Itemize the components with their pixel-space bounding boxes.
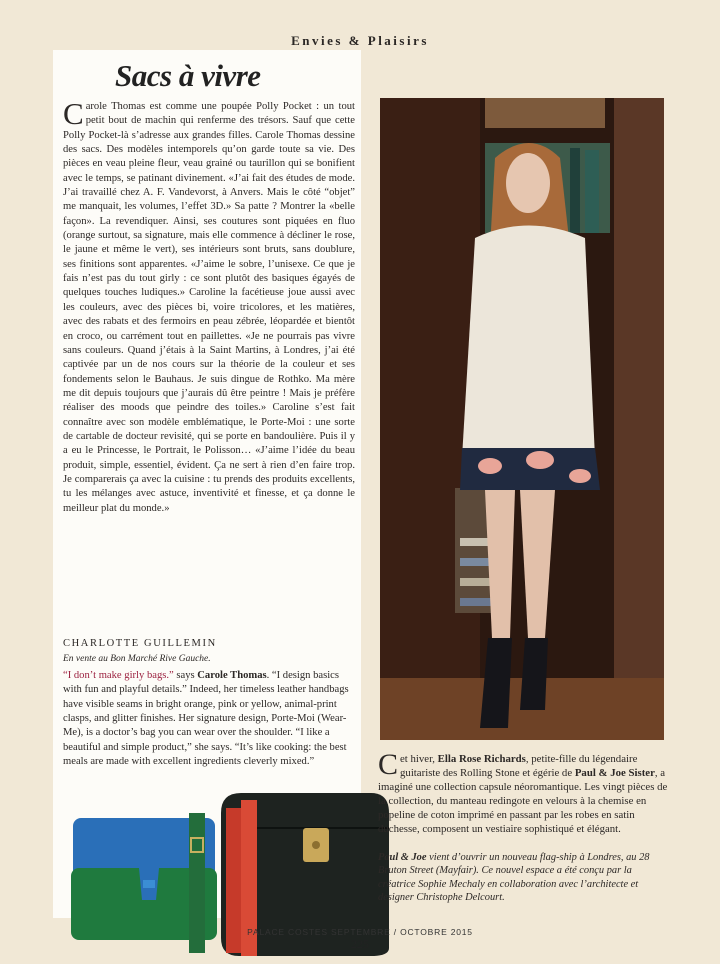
article-body [63, 96, 355, 516]
section-header: Envies & Plaisirs [291, 33, 429, 48]
store-brand: Paul & Joe [378, 852, 427, 863]
english-name: Carole Thomas [197, 670, 267, 681]
article-text: arole Thomas est comme une poupée Polly Pocket : un tout petit bout de machin qui renferme des trésors. Sauf que cette Polly Pocket-là s’adresse aux grandes filles. Carole Thomas dessine des sacs. Des modèles intemporels qu’on garde toute sa vie. Des pièces en veau pleine fleur, veau grainé ou taurillon qui se bonifient avec le temps, se patinant divinement. «J’ai fait des études de mode. J’ai travaillé chez A. F. Vandevorst, à Anvers. Mais le côté “objet” me manquait, les volumes, l’effet 3D.» Sa patte ? Montrer la «belle façon». La revendiquer. Ainsi, ses coutures sont piquées en fluo (orange surtout, sa signature, mais elle commence à décliner le rose, le jaune et même le vert), ses intérieurs sont bruts, sans doublure, ses finitions sont apparentes. «J’aime le sobre, l’unisexe. Ce que je fais n’est pas du tout girly : ce sont plutôt des basiques égayés de quelques touches ludiques.» Caroline la facétieuse joue aussi avec les couleurs, avec des pièces bi, voire tricolores, et les matières, avec des rabats et des fermoirs en peau zébrée, léopardée et bientôt en croco, ou carrément tout en paillettes. «Je ne pourrais pas vivre sans couleurs. Quand j’étais à la Saint Martins, à Londres, j’ai été captivée par un de nos cours sur la théorie de la couleur et ses fondements selon le Bauhaus. Je suis dingue de Rothko. Ma mère me dit depuis toujours que j’aurais dû être peintre ! Mais je préfère réaliser des moods que peindre des toiles.» Caroline s’est fait connaître avec son modèle emblématique, le Porte-Moi : une sorte de cartable de docteur revisité, qui se porte en bandoulière. Puis il y a eu le Princesse, le Portrait, le Polisson… «J’aime l’idée du beau produit, simple, essentiel, évident. Ça ne sert à rien d’en faire trop. Je comparerais ça avec la cuisine : tu prends des produits excellents, tu les mélanges avec astuce, inventivité et finesse, et ça donne le meilleur plat du monde.» [63, 101, 355, 514]
photo-caption [378, 748, 668, 836]
caption-brand: Paul & Joe Sister [574, 767, 655, 779]
caption-part2: , a imaginé une collection capsule néoromantique. Les vingt pièces de la collection, du manteau redingote en velours à la chemise en popeline de coton imprimé en passant par les robes en satin duchesse, composent un vestiaire sophistiqué et élégant. [378, 767, 668, 835]
caption-name: Ella Rose Richards [437, 753, 526, 765]
caption-drop-cap: C [378, 748, 399, 781]
english-summary [63, 669, 353, 769]
store-note [378, 851, 668, 905]
english-quote: “I don’t make girly bags.” [63, 670, 174, 681]
english-says: says [173, 670, 198, 681]
page-number: 225 [351, 937, 369, 951]
store-body: vient d’ouvrir un nouveau flag-ship à Londres, au 28 Bruton Street (Mayfair). Ce nouvel espace a été conçu par la créatrice Sophie Mechaly en collaboration avec l’architecte et designer Christophe Delcourt. [378, 852, 650, 904]
fashion-photo [380, 98, 664, 740]
footer-issue: PALACE COSTES SEPTEMBRE / OCTOBRE 2015 [247, 927, 473, 937]
article-title: Sacs à vivre [115, 58, 261, 93]
fluffy-sweater [462, 226, 595, 459]
caption-lead: et hiver, [400, 753, 438, 765]
retail-note: En vente au Bon Marché Rive Gauche. [63, 654, 211, 664]
caption-part1: , petite-fille du légendaire guitariste des Rolling Stone et égérie de [400, 753, 638, 779]
author-byline: CHARLOTTE GUILLEMIN [63, 638, 217, 649]
drop-cap: C [63, 96, 84, 131]
article-panel [53, 50, 361, 918]
english-body: . “I design basics with fun and playful details.” Indeed, her timeless leather handbags have visible seams in bright orange, pink or yellow, animal-print clasps, and glitter finishes. Her signature design, Porte-Moi (Wear-Me), is a doctor’s bag you can wear over the shoulder. “I like a beautiful and simple product,” she says. “It’s like cooking: the best meals are made with excellent ingredients cleverly mixed.” [63, 670, 349, 768]
